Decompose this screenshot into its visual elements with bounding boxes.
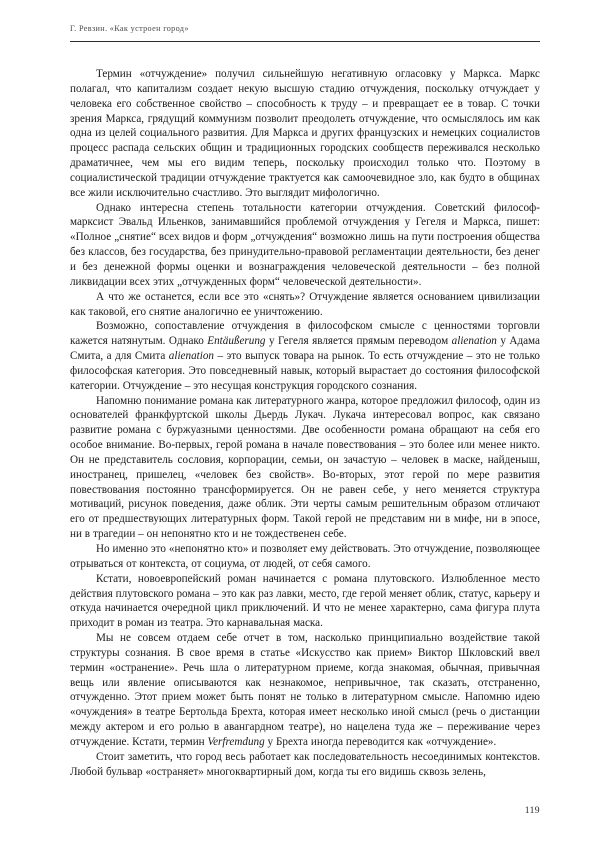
italic-term: Entäußerung: [207, 335, 266, 348]
page-number: 119: [524, 805, 540, 816]
paragraph: Кстати, новоевропейский роман начинается с романа плутовского. Излюбленное место действия плутовского романа – это как раз лавки, место, где герой меняет облик, статус, карьеру и откуда начинается очередной цикл приключений. И что не менее характерно, сама фигура плута приходит в роман из театра. Это карнавальная маска.: [70, 572, 540, 630]
paragraph: Но именно это «непонятно кто» и позволяет ему действовать. Это отчуждение, позволяющее отрываться от контекста, от социума, от людей, от себя самого.: [70, 543, 540, 570]
italic-term: Verfremdung: [207, 735, 265, 748]
running-head-text: Г. Ревзин. «Как устроен город»: [70, 24, 189, 33]
running-head: [70, 24, 540, 33]
paragraph: Термин «отчуждение» получил сильнейшую негативную огласовку у Маркса. Маркс полагал, что капитализм создает некую высшую стадию отчуждения, поскольку отчуждает у человека его собственное свойство – способность к труду – и превращает ее в товар. С точки зрения Маркса, грядущий коммунизм позволит преодолеть отчуждение, что осмыслялось им как одна из целей социального развития. Для Маркса и других французских и немецких социалистов процесс распада сельских общин и традиционных городских сообществ переживался несколько драматичнее, чем мы его видим теперь, поскольку происходил только что. Поэтому в социалистической традиции отчуждение трактуется как самоочевидное зло, как будто в общинах все жили исключительно счастливо. Это выглядит мифологично.: [70, 68, 540, 199]
header-divider-rule: [70, 41, 540, 42]
paragraph: Мы не совсем отдаем себе отчет в том, насколько принципиально воздействие такой структуры сознания. В свое время в статье «Искусство как прием» Виктор Шкловский ввел термин «остранение». Речь шла о литературном приеме, когда знакомая, обычная, привычная вещь или явление описываются как незнакомое, непривычное, так сказать, отстраненно, отчужденно. Этот прием может быть понят не только в литературном смысле. Напомню идею «очуждения» в театре Бертольда Брехта, которая имеет несколько иной смысл (речь о дистанции между актером и его ролью в авангардном театре), но нацелена туда же – переживание через отчуждение. Кстати, термин Verfremdung у Брехта иногда переводится как «отчуждение».: [70, 632, 540, 748]
paragraph: А что же останется, если все это «снять»? Отчуждение является основанием цивилизации как таковой, его снятие аналогично ее уничтожению.: [70, 290, 540, 318]
paragraph: Напомню понимание романа как литературного жанра, которое предложил философ, один из основателей франкфуртской школы Дьердь Лукач. Лукача интересовал вопрос, как связано развитие романа с буржуазными ценностями. Две особенности романа обращают на себя его особое внимание. Во-первых, герой романа в начале повествования – это более или менее никто. Он не представитель сословия, корпорации, семьи, он зачастую – человек в маске, найденыш, иностранец, пришелец, «человек без свойств». Во-вторых, этот герой по мере развития повествования постоянно трансформируется. Он не равен себе, у него меняется структура мотиваций, рисунок поведения, даже облик. Эти черты самым решительным образом отличают его от предшествующих литературных форм. Такой герой не представим ни в мифе, ни в эпосе, ни в трагедии – он непонятно кто и не тождественен себе.: [70, 394, 540, 541]
paragraph: Стоит заметить, что город весь работает как последовательность несоединимых контекстов. Любой бульвар «остраняет» многоквартирный дом, когда ты его видишь сквозь зелень,: [70, 750, 540, 778]
italic-term: alienation: [168, 350, 214, 363]
italic-term: alienation: [451, 335, 497, 348]
paragraph: Возможно, сопоставление отчуждения в философском смысле с ценностями торговли кажется натянутым. Однако Entäußerung у Гегеля является прямым переводом alienation у Адама Смита, а для Смита alienation – это выпуск товара на рынок. То есть отчуждение – это не только философская категория. Это повседневный навык, который вырастает до состояния философской категории. Отчуждение – это несущая конструкция городского сознания.: [70, 320, 540, 392]
paragraph: Однако интересна степень тотальности категории отчуждения. Советский философ-марксист Эвальд Ильенков, занимавшийся проблемой отчуждения у Гегеля и Маркса, пишет: «Полное „снятие“ всех видов и форм „отчуждения“ возможно лишь на пути построения общества без классов, без государства, без принудительно-правовой регламентации деятельности, без денег и без денежной формы оценки и вознаграждения человеческой деятельности – без полной ликвидации всех этих „отчужденных форм“ человеческой деятельности».: [70, 201, 540, 288]
body-text-block: [70, 67, 540, 780]
